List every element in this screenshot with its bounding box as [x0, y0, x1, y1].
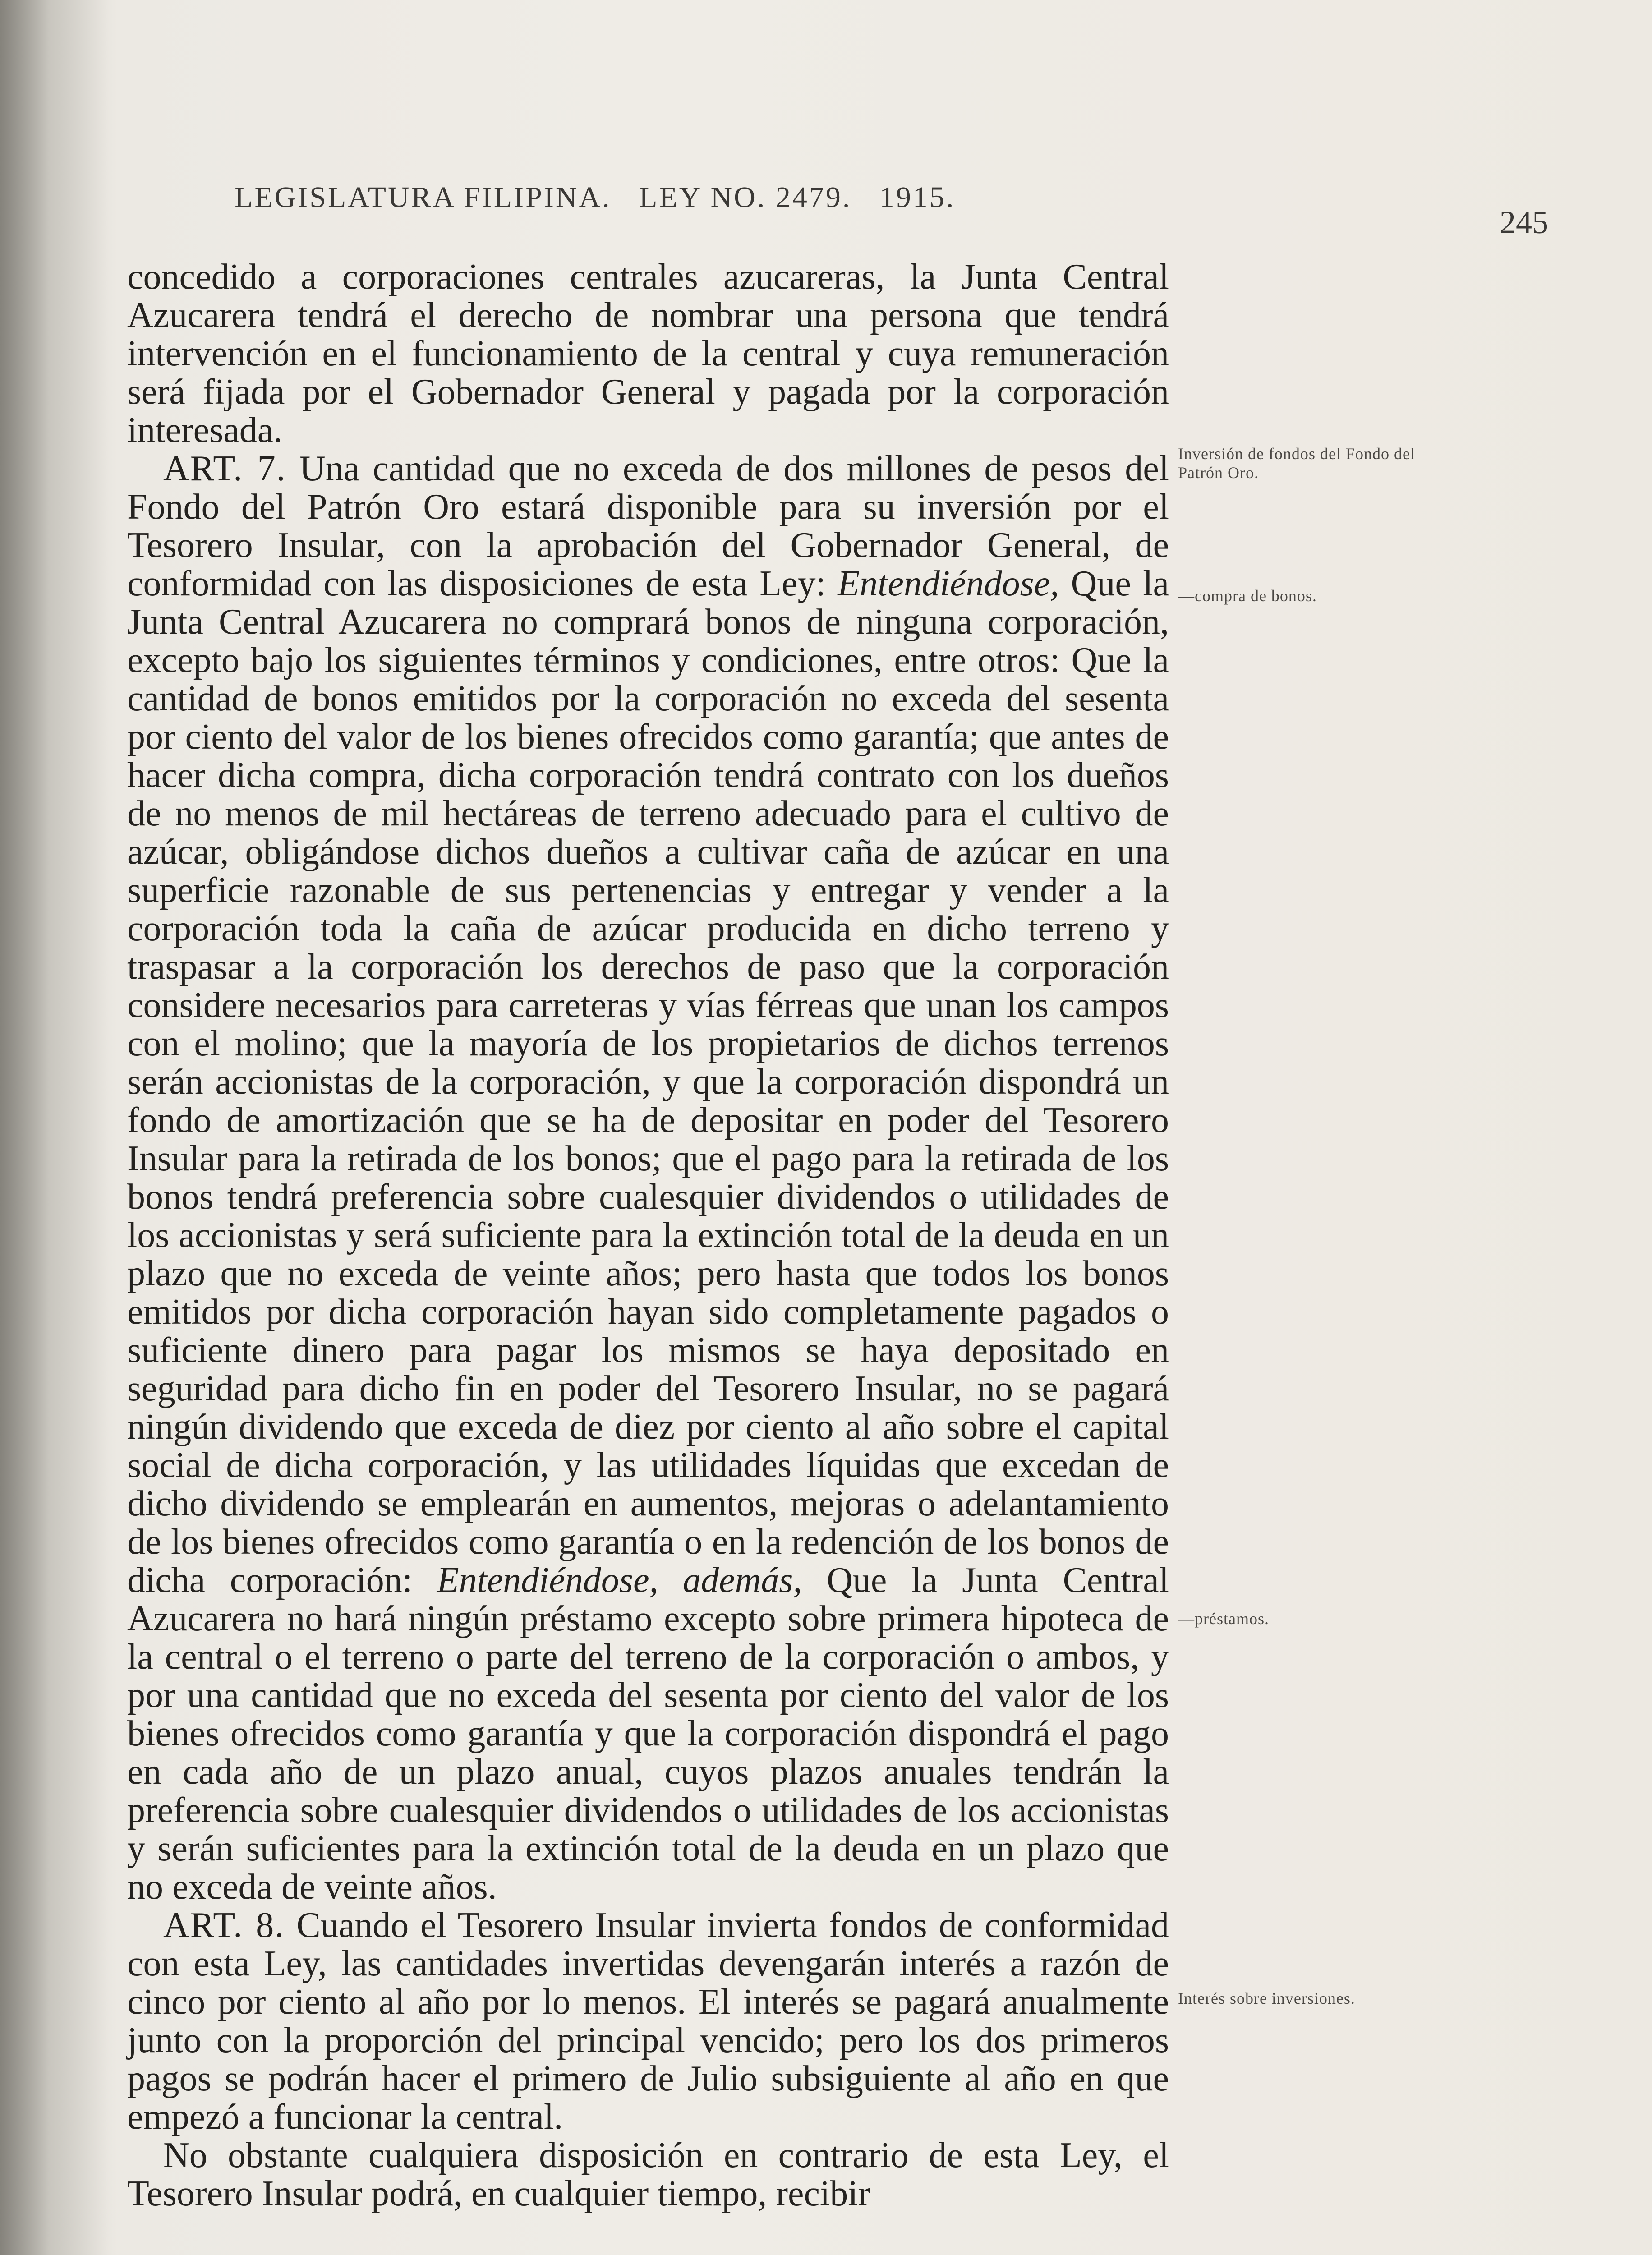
article-8 [127, 1906, 1169, 2136]
margin-note-compra-bonos: —compra de bonos. [1178, 587, 1317, 605]
article-7-proviso-1: Entendiéndose, [838, 564, 1059, 603]
article-7-proviso-2: Entendiéndose, además, [437, 1560, 802, 1600]
article-7-text-a: Una cantidad que no exceda de dos millones de pesos del Fondo del Patrón Oro estará disponible para su inversión por el Tesorero Insular, con la aprobación del Gobernador General, de conformidad con las disposiciones de esta Ley: [127, 449, 1169, 603]
article-7-label: ART. 7. [163, 449, 286, 488]
page-gutter-shadow [0, 0, 108, 2255]
article-7-text-b: Que la Junta Central Azucarera no comprará bonos de ninguna corporación, excepto bajo los siguientes términos y condiciones, entre otros: Que la cantidad de bonos emitidos por la corporación no exceda del sesenta por ciento del valor de los bienes ofrecidos como garantía; que antes de hacer dicha compra, dicha corporación tendrá contrato con los dueños de no menos de mil hectáreas de terreno adecuado para el cultivo de azúcar, obligándose dichos dueños a cultivar caña de azúcar en una superficie razonable de sus pertenencias y entregar y vender a la corporación toda la caña de azúcar producida en dicho terreno y traspasar a la corporación los derechos de paso que la corporación considere necesarios para carreteras y vías férreas que unan los campos con el molino; que la mayoría de los propietarios de dichos terrenos serán accionistas de la corporación, y que la corporación dispondrá un fondo de amortización que se ha de depositar en poder del Tesorero Insular para la retirada de los bonos; que el pago para la retirada de los bonos tendrá preferencia sobre cualesquier dividendos o utilidades de los accionistas y será suficiente para la extinción total de la deuda en un plazo que no exceda de veinte años; pero hasta que todos los bonos emitidos por dicha corporación hayan sido completamente pagados o suficiente dinero para pagar los mismos se haya depositado en seguridad para dicho fin en poder del Tesorero Insular, no se pagará ningún dividendo que exceda de diez por ciento al año sobre el capital social de dicha corporación, y las utilidades líquidas que excedan de dicho dividendo se emplearán en aumentos, mejoras o adelantamiento de los bienes ofrecidos como garantía o en la redención de los bonos de dicha corporación: [127, 564, 1169, 1600]
article-8-label: ART. 8. [163, 1905, 285, 1945]
running-head: LEGISLATURA FILIPINA. LEY NO. 2479. 1915. [235, 181, 956, 214]
page-number: 245 [1500, 204, 1548, 240]
margin-note-inversion: Inversión de fondos del Fondo del Patrón Oro. [1178, 445, 1415, 482]
body-text [127, 258, 1169, 2213]
margin-note-prestamos: —préstamos. [1178, 1610, 1269, 1628]
final-paragraph: No obstante cualquiera disposición en contrario de esta Ley, el Tesorero Insular podrá, en cualquier tiempo, recibir [127, 2135, 1169, 2214]
paragraph-continued: concedido a corporaciones centrales azucareras, la Junta Central Azucarera tendrá el derecho de nombrar una persona que tendrá intervención en el funcionamiento de la central y cuya remuneración será fijada por el Gobernador General y pagada por la corporación interesada. [127, 257, 1169, 450]
article-7 [127, 450, 1169, 1906]
margin-note-interes: Interés sobre inversiones. [1178, 1989, 1355, 2007]
article-8-text: Cuando el Tesorero Insular invierta fondos de conformidad con esta Ley, las cantidades invertidas devengarán interés a razón de cinco por ciento al año por lo menos. El interés se pagará anualmente junto con la proporción del principal vencido; pero los dos primeros pagos se podrán hacer el primero de Julio subsiguiente al año en que empezó a funcionar la central. [127, 1905, 1169, 2137]
article-7-text-c: Que la Junta Central Azucarera no hará ningún préstamo excepto sobre primera hipoteca de la central o el terreno o parte del terreno de la corporación o ambos, y por una cantidad que no exceda del sesenta por ciento del valor de los bienes ofrecidos como garantía y que la corporación dispondrá el pago en cada año de un plazo anual, cuyos plazos anuales tendrán la preferencia sobre cualesquier dividendos o utilidades de los accionistas y serán suficientes para la extinción total de la deuda en un plazo que no exceda de veinte años. [127, 1560, 1169, 1907]
